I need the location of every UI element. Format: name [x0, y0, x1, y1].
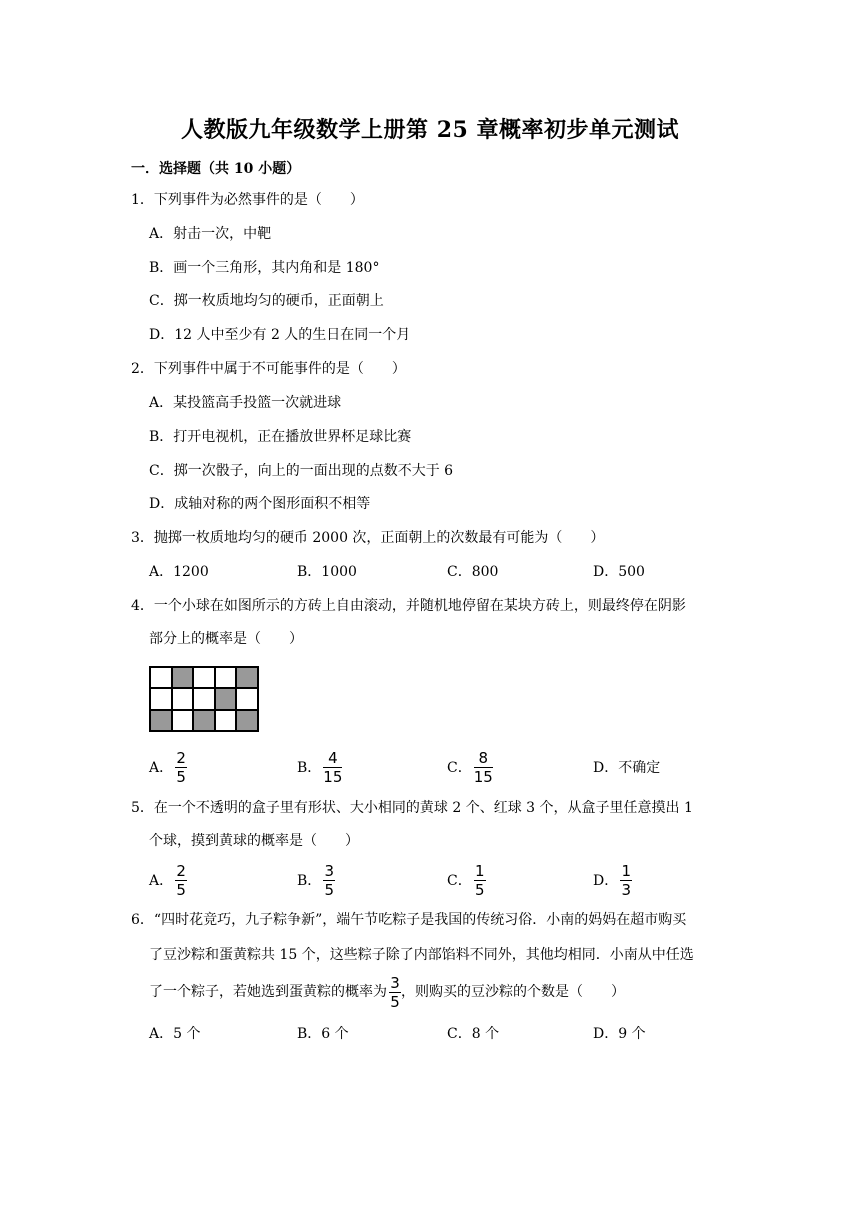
shaded-tile [236, 710, 258, 731]
fraction-denominator: 3 [621, 880, 631, 899]
question-6-option-a: A．5 个 [149, 1026, 201, 1042]
question-6-stem-line-3 [149, 972, 625, 1012]
question-6-option-d: D．9 个 [593, 1026, 646, 1042]
fraction-denominator: 5 [324, 880, 335, 899]
question-5-options [149, 860, 709, 900]
question-1-option-d: D．12 人中至少有 2 人的生日在同一个月 [149, 327, 411, 343]
blank-tile [193, 688, 215, 709]
option-label: B． [297, 760, 322, 776]
question-6-option-b: B．6 个 [297, 1026, 349, 1042]
shaded-tile [150, 710, 172, 731]
tile-grid-figure [149, 666, 259, 732]
question-4-option-c [447, 747, 493, 787]
option-label: B． [297, 873, 322, 889]
question-1-stem: 1．下列事件为必然事件的是（ ） [131, 192, 364, 208]
blank-tile [172, 688, 194, 709]
question-3-option-a: A．1200 [149, 564, 209, 580]
fraction [620, 863, 632, 898]
fraction [323, 863, 335, 898]
fraction-numerator: 3 [324, 861, 335, 880]
fraction [175, 863, 187, 898]
question-1-option-b: B．画一个三角形，其内角和是 180° [149, 260, 380, 276]
stem-text: 了一个粽子，若她选到蛋黄粽的概率为 [149, 984, 387, 1000]
question-3-option-b: B．1000 [297, 564, 357, 580]
question-2-stem: 2．下列事件中属于不可能事件的是（ ） [131, 361, 406, 377]
fraction-denominator: 15 [323, 767, 343, 786]
question-4-option-d [593, 747, 660, 787]
fraction-numerator: 1 [474, 861, 485, 880]
shaded-tile [236, 667, 258, 688]
option-label: D．不确定 [593, 760, 661, 776]
question-3-option-c: C．800 [447, 564, 499, 580]
question-1-option-a: A．射击一次，中靶 [149, 226, 272, 242]
section-heading: 一．选择题（共 10 小题） [131, 161, 301, 177]
blank-tile [215, 710, 237, 731]
question-4-stem-line-2: 部分上的概率是（ ） [149, 631, 303, 647]
question-5-option-c [447, 860, 486, 900]
fraction-numerator: 2 [176, 748, 186, 767]
fraction-denominator: 5 [474, 880, 485, 899]
shaded-tile [215, 688, 237, 709]
fraction-numerator: 1 [621, 861, 631, 880]
fraction [474, 750, 493, 785]
blank-tile [150, 688, 172, 709]
fraction-denominator: 15 [473, 767, 493, 786]
blank-tile [215, 667, 237, 688]
shaded-tile [172, 667, 194, 688]
question-4-stem-line-1: 4．一个小球在如图所示的方砖上自由滚动，并随机地停留在某块方砖上，则最终停在阴影 [131, 598, 686, 614]
question-5-option-d [593, 860, 632, 900]
blank-tile [172, 710, 194, 731]
question-5-option-a [149, 860, 187, 900]
blank-tile [193, 667, 215, 688]
blank-tile [150, 667, 172, 688]
option-label: C． [447, 873, 472, 889]
question-4-option-b [297, 747, 342, 787]
question-5-option-b [297, 860, 335, 900]
fraction [323, 750, 342, 785]
question-2-option-a: A．某投篮高手投篮一次就进球 [149, 395, 342, 411]
question-2-option-d: D．成轴对称的两个图形面积不相等 [149, 496, 371, 512]
shaded-tile [193, 710, 215, 731]
fraction [474, 863, 486, 898]
question-6-stem-line-2: 了豆沙粽和蛋黄粽共 15 个，这些粽子除了内部馅料不同外，其他均相同．小南从中任选 [149, 947, 694, 963]
question-6-option-c: C．8 个 [447, 1026, 500, 1042]
option-label: A． [149, 760, 174, 776]
fraction-numerator: 4 [328, 748, 338, 767]
fraction [175, 750, 187, 785]
question-5-stem-line-2: 个球，摸到黄球的概率是（ ） [149, 833, 359, 849]
blank-tile [236, 688, 258, 709]
stem-text: ，则购买的豆沙粽的个数是（ ） [401, 984, 625, 1000]
fraction-numerator: 8 [478, 748, 489, 767]
fraction [389, 975, 401, 1010]
option-label: A． [149, 873, 174, 889]
fraction-numerator: 3 [390, 973, 400, 992]
fraction-numerator: 2 [176, 861, 186, 880]
fraction-denominator: 5 [176, 767, 186, 786]
question-4-option-a [149, 747, 187, 787]
question-2-option-b: B．打开电视机，正在播放世界杯足球比赛 [149, 429, 412, 445]
question-3-option-d: D．500 [593, 564, 645, 580]
question-3-stem: 3．抛掷一枚质地均匀的硬币 2000 次，正面朝上的次数最有可能为（ ） [131, 530, 605, 546]
question-6-stem-line-1: 6．“四时花竞巧，九子粽争新”，端午节吃粽子是我国的传统习俗．小南的妈妈在超市购买 [131, 912, 687, 928]
fraction-denominator: 5 [390, 992, 400, 1011]
option-label: D． [593, 873, 619, 889]
question-5-stem-line-1: 5．在一个不透明的盒子里有形状、大小相同的黄球 2 个、红球 3 个，从盒子里任意摸出 1 [131, 800, 693, 816]
question-2-option-c: C．掷一次骰子，向上的一面出现的点数不大于 6 [149, 463, 454, 479]
question-4-options [149, 747, 709, 787]
page-title: 人教版九年级数学上册第 25 章概率初步单元测试 [181, 117, 679, 143]
fraction-denominator: 5 [176, 880, 186, 899]
question-1-option-c: C．掷一枚质地均匀的硬币，正面朝上 [149, 293, 384, 309]
option-label: C． [447, 760, 472, 776]
